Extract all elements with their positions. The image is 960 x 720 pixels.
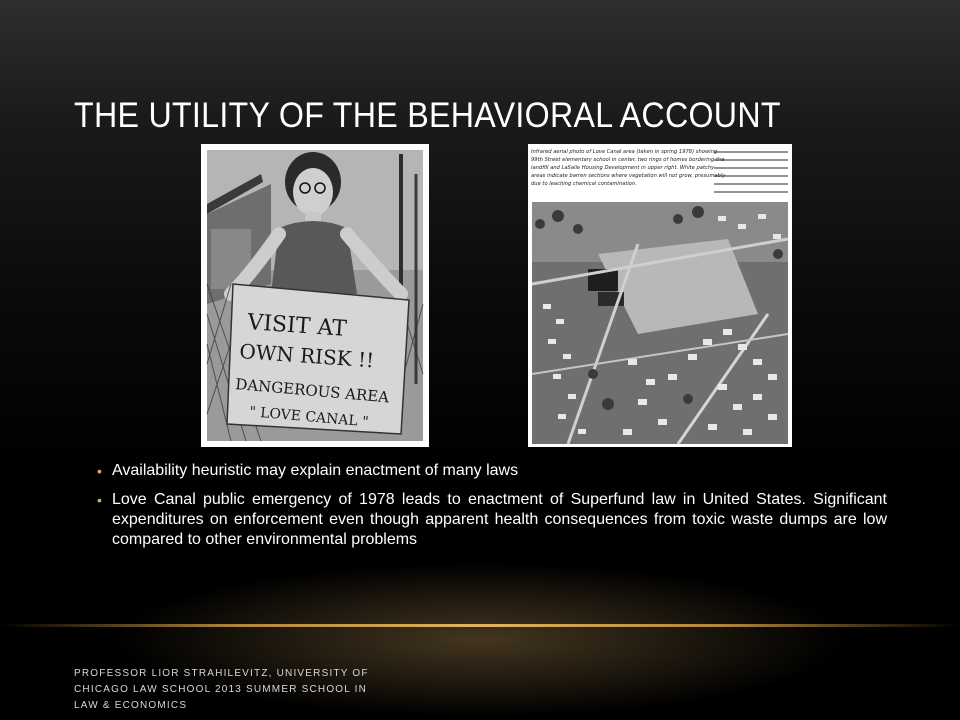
aerial-caption-line-5: due to leaching chemical contamination. — [531, 181, 637, 187]
aerial-photo — [528, 144, 792, 447]
bullet-icon: • — [97, 463, 102, 479]
sign-line-3: DANGEROUS AREA — [234, 375, 390, 407]
bullet-icon: • — [97, 492, 102, 508]
bullet-text: Availability heuristic may explain enactment of many laws — [112, 462, 519, 479]
divider-line — [0, 624, 960, 627]
aerial-caption-line-2: 99th Street elementary school in center, two rings of homes bordering the — [531, 157, 725, 163]
protest-photo — [201, 144, 429, 447]
slide-title: THE UTILITY OF THE BEHAVIORAL ACCOUNT — [74, 96, 781, 135]
aerial-caption-line-1: Infrared aerial photo of Love Canal area (taken in spring 1978) showing — [531, 149, 718, 155]
sign-line-4: " LOVE CANAL " — [248, 404, 370, 431]
bullet-item — [97, 461, 887, 481]
aerial-caption-line-4: areas indicate barren sections where vegetation will not grow, presumably — [531, 173, 726, 179]
bullet-list — [97, 461, 887, 559]
aerial-caption-line-3: landfill and LaSalle Housing Development in upper right. White patchy — [531, 165, 715, 171]
bullet-item — [97, 490, 887, 550]
footer-text: PROFESSOR LIOR STRAHILEVITZ, UNIVERSITY OF CHICAGO LAW SCHOOL 2013 SUMMER SCHOOL IN LAW & ECONOMICS — [74, 668, 369, 711]
protest-photo-image — [201, 144, 429, 447]
aerial-photo-image — [528, 144, 792, 447]
sign-line-2: OWN RISK !! — [238, 339, 375, 373]
bullet-text: Love Canal public emergency of 1978 leads to enactment of Superfund law in United States. Significant expenditures on enforcement even though apparent health consequences from toxic waste dumps are low compared to other environmental problems — [112, 491, 887, 548]
sign-line-1: VISIT AT — [246, 310, 348, 342]
